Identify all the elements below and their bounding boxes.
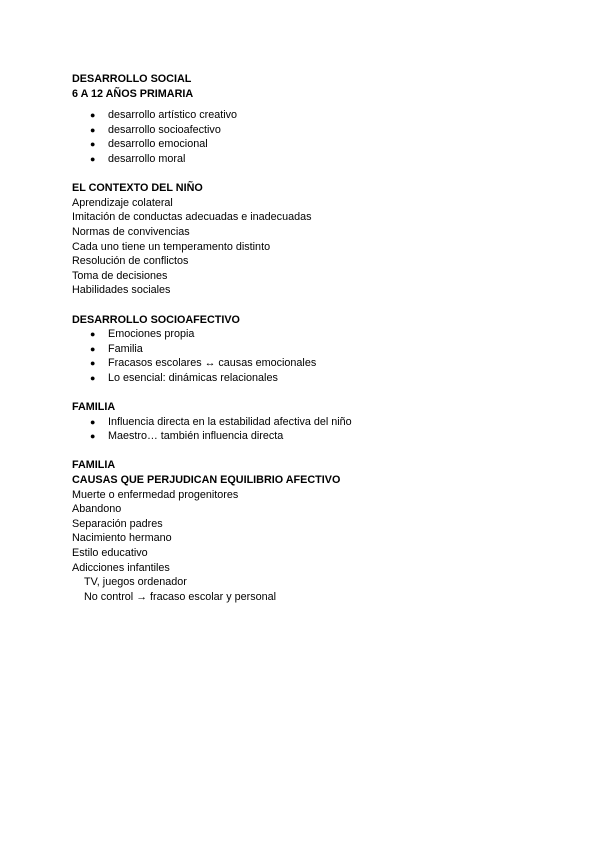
- bullet-icon: ●: [90, 431, 96, 442]
- list-item: ● desarrollo moral: [90, 152, 186, 165]
- text-line: Normas de convivencias: [72, 225, 190, 238]
- section-title-familia: FAMILIA: [72, 401, 116, 414]
- bullet-icon: ●: [90, 139, 96, 150]
- bullet-icon: ●: [90, 372, 96, 383]
- text-line: Toma de decisiones: [72, 269, 168, 282]
- document-page: [72, 72, 542, 604]
- text-line: Resolución de conflictos: [72, 255, 189, 268]
- bullet-icon: ●: [90, 343, 96, 354]
- text-line: Abandono: [72, 503, 122, 516]
- list-item: ● desarrollo artístico creativo: [90, 109, 238, 122]
- list-item: ● Fracasos escolares ↔ causas emocionales: [90, 357, 317, 370]
- bullet-icon: ●: [90, 416, 96, 427]
- text-line: Adicciones infantiles: [72, 561, 170, 574]
- list-item: ● desarrollo emocional: [90, 138, 208, 151]
- text-line: Estilo educativo: [72, 547, 148, 559]
- bullet-icon: ●: [90, 358, 96, 369]
- section-subtitle-causas: CAUSAS QUE PERJUDICAN EQUILIBRIO AFECTIVO: [72, 474, 341, 487]
- indented-line: No control → fracaso escolar y personal: [84, 590, 277, 603]
- bullet-icon: ●: [90, 124, 96, 135]
- list-item: ● Familia: [90, 342, 143, 355]
- bullet-icon: ●: [90, 110, 96, 121]
- section-title-familia-2: FAMILIA: [72, 459, 116, 472]
- text-line: Imitación de conductas adecuadas e inadecuadas: [72, 211, 312, 224]
- bullet-icon: ●: [90, 329, 96, 340]
- familia-list: [72, 415, 542, 444]
- list-item: ● desarrollo socioafectivo: [90, 123, 221, 136]
- list-item: ● Emociones propia: [90, 328, 195, 341]
- development-list: [72, 108, 542, 166]
- section-title-socioafectivo: DESARROLLO SOCIOAFECTIVO: [72, 313, 240, 326]
- section-subtitle-age-range: 6 A 12 AÑOS PRIMARIA: [72, 87, 194, 100]
- text-line: Muerte o enfermedad progenitores: [72, 488, 239, 501]
- section-title-desarrollo-social: DESARROLLO SOCIAL: [72, 73, 192, 85]
- text-line: Habilidades sociales: [72, 284, 171, 297]
- socioafectivo-list: [72, 327, 542, 385]
- text-line: Aprendizaje colateral: [72, 196, 173, 209]
- text-line: Separación padres: [72, 517, 163, 530]
- bullet-icon: ●: [90, 153, 96, 164]
- text-line: Cada uno tiene un temperamento distinto: [72, 240, 271, 253]
- list-item: ● Influencia directa en la estabilidad afectiva del niño: [90, 415, 352, 428]
- list-item: ● Lo esencial: dinámicas relacionales: [90, 371, 278, 384]
- text-line: Nacimiento hermano: [72, 532, 172, 545]
- indented-line: TV, juegos ordenador: [84, 576, 187, 589]
- list-item: ● Maestro… también influencia directa: [90, 430, 284, 443]
- section-title-contexto: EL CONTEXTO DEL NIÑO: [72, 182, 203, 195]
